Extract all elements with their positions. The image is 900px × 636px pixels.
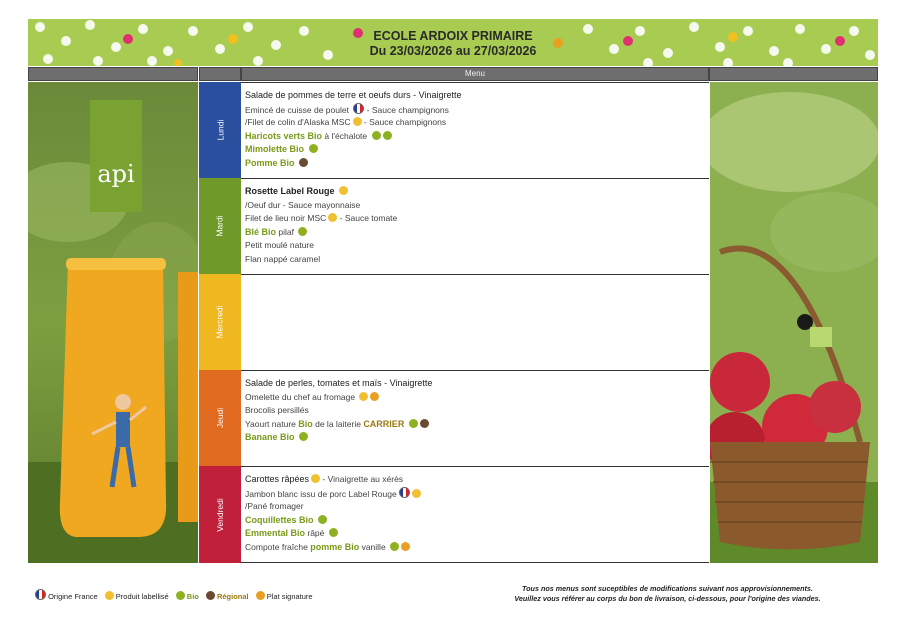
menu-item-text: Compote fraîche (245, 541, 311, 552)
menu-item-text: Salade de perles, tomates et maïs - Vinaigrette (245, 378, 433, 388)
origine-france-icon (35, 589, 46, 600)
apple-basket-photo (710, 82, 878, 563)
legend-item (103, 592, 169, 601)
menu-item-text: Flan nappé caramel (245, 253, 321, 264)
plat-signature-icon (256, 591, 265, 600)
menu-item-text: CARRIER (363, 418, 405, 429)
menu-item (245, 541, 709, 555)
bio-icon (298, 227, 307, 236)
bio-icon (390, 542, 399, 551)
menu-item (245, 487, 709, 501)
legend-label: Produit labellisé (113, 592, 169, 601)
menu-item (245, 391, 709, 405)
produit-labellise-icon (311, 474, 320, 483)
day-label-vendredi: Vendredi (199, 466, 241, 563)
legend-label: Bio (184, 592, 199, 601)
menu-item-text: Salade de pommes de terre et oeufs durs - Vinaigrette (245, 90, 462, 100)
menu-item-text: pilaf (276, 226, 297, 237)
menu-item (245, 500, 709, 514)
menu-vendredi (241, 466, 709, 563)
bio-icon (409, 419, 418, 428)
legend (33, 589, 318, 601)
menu-item-text (404, 419, 406, 429)
bio-icon (318, 515, 327, 524)
bio-icon (329, 528, 338, 537)
legend-label: Régional (214, 592, 249, 601)
menu-mercredi (241, 274, 709, 371)
produit-labellise-icon (339, 186, 348, 195)
menu-item-text: - Sauce champignons (364, 104, 449, 115)
banner-title (28, 29, 878, 59)
day-label-lundi: Lundi (199, 82, 241, 178)
menu-item (245, 185, 709, 199)
menu-item-text: Haricots verts Bio (245, 130, 323, 141)
menu-item-text: Petit moulé nature (245, 240, 314, 250)
bio-icon (299, 432, 308, 441)
menu-item (245, 253, 709, 267)
day-label-mardi: Mardi (199, 178, 241, 274)
menu-item-text: Omelette du chef au fromage (245, 391, 358, 402)
menu-item-text: vanille (359, 541, 389, 552)
legend-item (33, 592, 98, 601)
menu-item-text: - Sauce champignons (361, 117, 447, 127)
menu-item (245, 199, 709, 213)
regional-icon (206, 591, 215, 600)
header-bar-right (709, 67, 878, 81)
header-bar-day (199, 67, 241, 81)
produit-labellise-icon (353, 117, 362, 126)
menu-item (245, 130, 709, 144)
menu-item (245, 157, 709, 171)
menu-item (245, 212, 709, 226)
menu-item-text: Jambon blanc issu de porc Label Rouge (245, 488, 397, 499)
school-name: ECOLE ARDOIX PRIMAIRE (373, 29, 533, 43)
regional-icon (420, 419, 429, 428)
menu-column-header: Menu (241, 67, 709, 81)
produit-labellise-icon (328, 213, 337, 222)
menu-item (245, 226, 709, 240)
menu-item (245, 89, 709, 103)
menu-item-text: /Filet de colin d'Alaska MSC (245, 117, 351, 127)
bio-icon (372, 131, 381, 140)
menu-item-text: Rosette Label Rouge (245, 186, 338, 196)
menu-item-text: Yaourt nature (245, 418, 299, 429)
legend-item (174, 592, 199, 601)
menu-item-text: - Sauce tomate (337, 213, 398, 223)
menu-item-text: râpé (305, 528, 327, 538)
menu-item-text: à l'échalote (322, 130, 370, 141)
plat-signature-icon (401, 542, 410, 551)
logo-text: api (97, 160, 135, 188)
menu-item-text: de la laiterie (312, 418, 364, 429)
boot-photo (28, 82, 198, 563)
menu-item-text: Pomme Bio (245, 157, 298, 168)
day-label-mercredi: Mercredi (199, 274, 241, 370)
menu-lundi (241, 82, 709, 179)
origine-france-icon (399, 487, 410, 498)
day-label-jeudi: Jeudi (199, 370, 241, 466)
origine-france-icon (353, 103, 364, 114)
menu-item-text: Brocolis persillés (245, 405, 309, 415)
footnote-line-2: Veuillez vous référer au corps du bon de livraison, ci-dessous, pour l'origine des viandes. (514, 594, 821, 603)
menu-item-text: Coquillettes Bio (245, 514, 317, 525)
legend-item (254, 592, 313, 601)
plat-signature-icon (370, 392, 379, 401)
menu-mardi (241, 178, 709, 275)
menu-item (245, 103, 709, 117)
date-range: Du 23/03/2026 au 27/03/2026 (369, 44, 537, 58)
produit-labellise-icon (412, 489, 421, 498)
footnote-line-1: Tous nos menus sont suceptibles de modifications suivant nos approvisionnements. (522, 584, 813, 593)
produit-labellise-icon (105, 591, 114, 600)
header-bar-left (28, 67, 198, 81)
menu-item-text: Emincé de cuisse de poulet (245, 104, 352, 115)
bio-icon (309, 144, 318, 153)
header-banner (28, 19, 878, 66)
bio-icon (176, 591, 185, 600)
menu-item (245, 527, 709, 541)
menu-item-text: Blé Bio (245, 226, 277, 237)
menu-item (245, 431, 709, 445)
menu-item-text: pomme Bio (310, 541, 360, 552)
menu-item (245, 377, 709, 391)
menu-item-text: /Oeuf dur - Sauce mayonnaise (245, 199, 361, 210)
menu-item-text: /Pané fromager (245, 501, 304, 511)
bio-icon (383, 131, 392, 140)
menu-item-text: Filet de lieu noir MSC (245, 213, 327, 223)
legend-label: Plat signature (264, 592, 313, 601)
legend-item (204, 592, 249, 601)
menu-item-text: Banane Bio (245, 432, 298, 442)
menu-item (245, 143, 709, 157)
menu-item-text: Emmental Bio (245, 528, 306, 538)
api-logo (90, 100, 142, 212)
regional-icon (299, 158, 308, 167)
menu-item (245, 116, 709, 130)
menu-jeudi (241, 370, 709, 467)
legend-label: Origine France (46, 592, 98, 601)
menu-item (245, 239, 709, 253)
produit-labellise-icon (359, 392, 368, 401)
menu-item (245, 473, 709, 487)
menu-item-text: - Vinaigrette au xérès (320, 474, 404, 484)
menu-item (245, 514, 709, 528)
footnote (480, 584, 855, 604)
menu-item-text: Bio (298, 418, 313, 429)
menu-item-text: Mimolette Bio (245, 144, 307, 154)
menu-item (245, 418, 709, 432)
menu-item-text: Carottes râpées (245, 474, 310, 484)
menu-item (245, 404, 709, 418)
